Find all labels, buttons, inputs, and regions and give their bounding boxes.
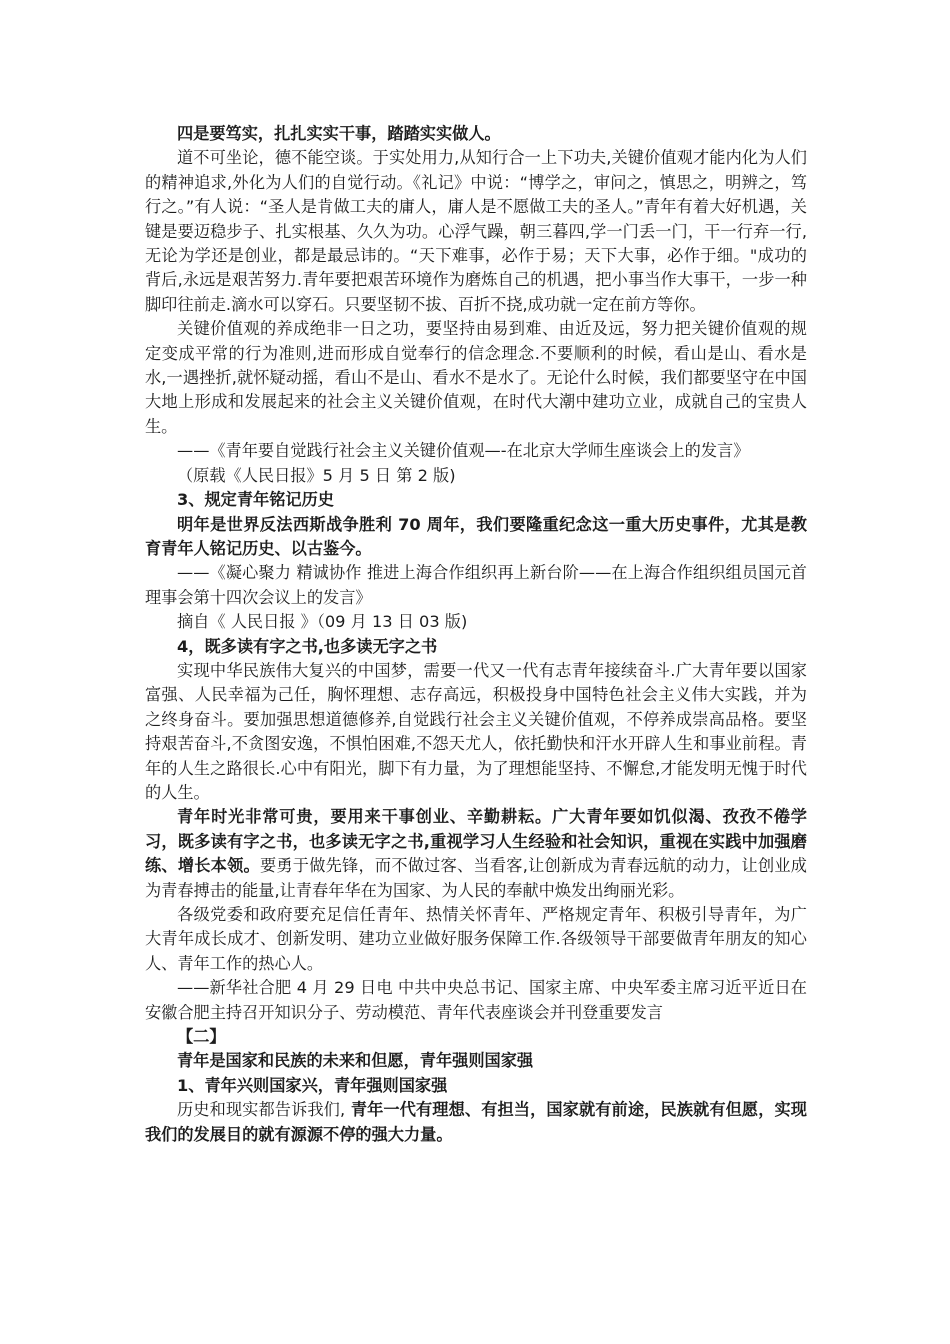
paragraph-mixed — [145, 805, 807, 903]
citation: ——《青年要自觉践行社会主义关键价值观—-在北京大学师生座谈会上的发言》 — [177, 441, 750, 461]
paragraph-mixed — [145, 1098, 807, 1147]
plain-text: 历史和现实都告诉我们, — [177, 1100, 346, 1120]
citation-source: （原载《人民日报》5 月 5 日 第 2 版) — [177, 465, 456, 485]
document-page — [145, 122, 807, 1147]
citation: ——《凝心聚力 精诚协作 推进上海合作组织再上新台阶——在上海合作组织组员国元首理事会第十四次会议上的发言》 — [145, 563, 807, 607]
paragraph: 实现中华民族伟大复兴的中国梦，需要一代又一代有志青年接续奋斗.广大青年要以国家富强、人民幸福为己任，胸怀理想、志存高远，积极投身中国特色社会主义伟大实践，并为之终身奋斗。要加强思想道德修养,自觉践行社会主义关键价值观，不停养成崇高品格。要坚持艰苦奋斗,不贪图安逸，不惧怕困难,不怨天尤人，依托勤快和汗水开辟人生和事业前程。青年的人生之路很长.心中有阳光，脚下有力量，为了理想能坚持、不懈怠,才能发明无愧于时代的人生。 — [145, 660, 807, 802]
citation: ——新华社合肥 4 月 29 日电 中共中央总书记、国家主席、中央军委主席习近平近日在安徽合肥主持召开知识分子、劳动模范、青年代表座谈会并刊登重要发言 — [145, 978, 807, 1022]
paragraph: 关键价值观的养成绝非一日之功，要坚持由易到难、由近及远，努力把关键价值观的规定变成平常的行为准则,进而形成自觉奉行的信念理念.不要顺利的时候，看山是山、看水是水,一遇挫折,就怀疑动摇，看山不是山、看水不是水了。无论什么时候，我们都要坚守在中国大地上形成和发展起来的社会主义关键价值观，在时代大潮中建功立业，成就自己的宝贵人生。 — [145, 319, 807, 436]
bold-text: 青年时光非常可贵，要用来干事创业、辛勤耕耘。广大青年要如饥似渴、孜孜不倦学习，既多读有字之书，也多读无字之书,重视学习人生经验和社会知识，重视在实践中加强磨练、增长本领。 — [145, 807, 807, 876]
section-heading: 1、青年兴则国家兴，青年强则国家强 — [177, 1075, 448, 1095]
section-heading: 4，既多读有字之书,也多读无字之书 — [177, 636, 438, 656]
paragraph: 道不可坐论，德不能空谈。于实处用力,从知行合一上下功夫,关键价值观才能内化为人们的精神追求,外化为人们的自觉行动。《礼记》中说：“博学之，审问之，慎思之，明辨之，笃行之。”有人说：“圣人是肯做工夫的庸人，庸人是不愿做工夫的圣人。”青年有着大好机遇，关键是要迈稳步子、扎实根基、久久为功。心浮气躁，朝三暮四,学一门丢一门，干一行弃一行,无论为学还是创业，都是最忌讳的。“天下难事，必作于易；天下大事，必作于细。"成功的背后,永远是艰苦努力.青年要把艰苦环境作为磨炼自己的机遇，把小事当作大事干，一步一种脚印往前走.滴水可以穿石。只要坚韧不拔、百折不挠,成功就一定在前方等你。 — [145, 148, 807, 314]
section-heading: 3、规定青年铭记历史 — [177, 490, 334, 510]
paragraph-heading: 四是要笃实，扎扎实实干事，踏踏实实做人。 — [177, 124, 501, 143]
plain-text: 要勇于做先锋，而不做过客、当看客,让创新成为青春远航的动力，让创业成为青春搏击的能量,让青春年华在为国家、为人民的奉献中焕发出绚丽光彩。 — [145, 856, 807, 900]
part-marker: 【二】 — [177, 1027, 226, 1047]
bold-text: 青年一代有理想、有担当，国家就有前途，民族就有但愿，实现我们的发展目的就有源源不停的强大力量。 — [145, 1100, 807, 1144]
citation-source: 摘自《 人民日报 》（09 月 13 日 03 版) — [177, 612, 468, 632]
paragraph-bold: 明年是世界反法西斯战争胜利 70 周年，我们要隆重纪念这一重大历史事件，尤其是教育青年人铭记历史、以古鉴今。 — [145, 514, 807, 558]
paragraph: 各级党委和政府要充足信任青年、热情关怀青年、严格规定青年、积极引导青年，为广大青年成长成才、创新发明、建功立业做好服务保障工作.各级领导干部要做青年朋友的知心人、青年工作的热心人。 — [145, 905, 807, 973]
part-title: 青年是国家和民族的未来和但愿，青年强则国家强 — [177, 1051, 534, 1071]
